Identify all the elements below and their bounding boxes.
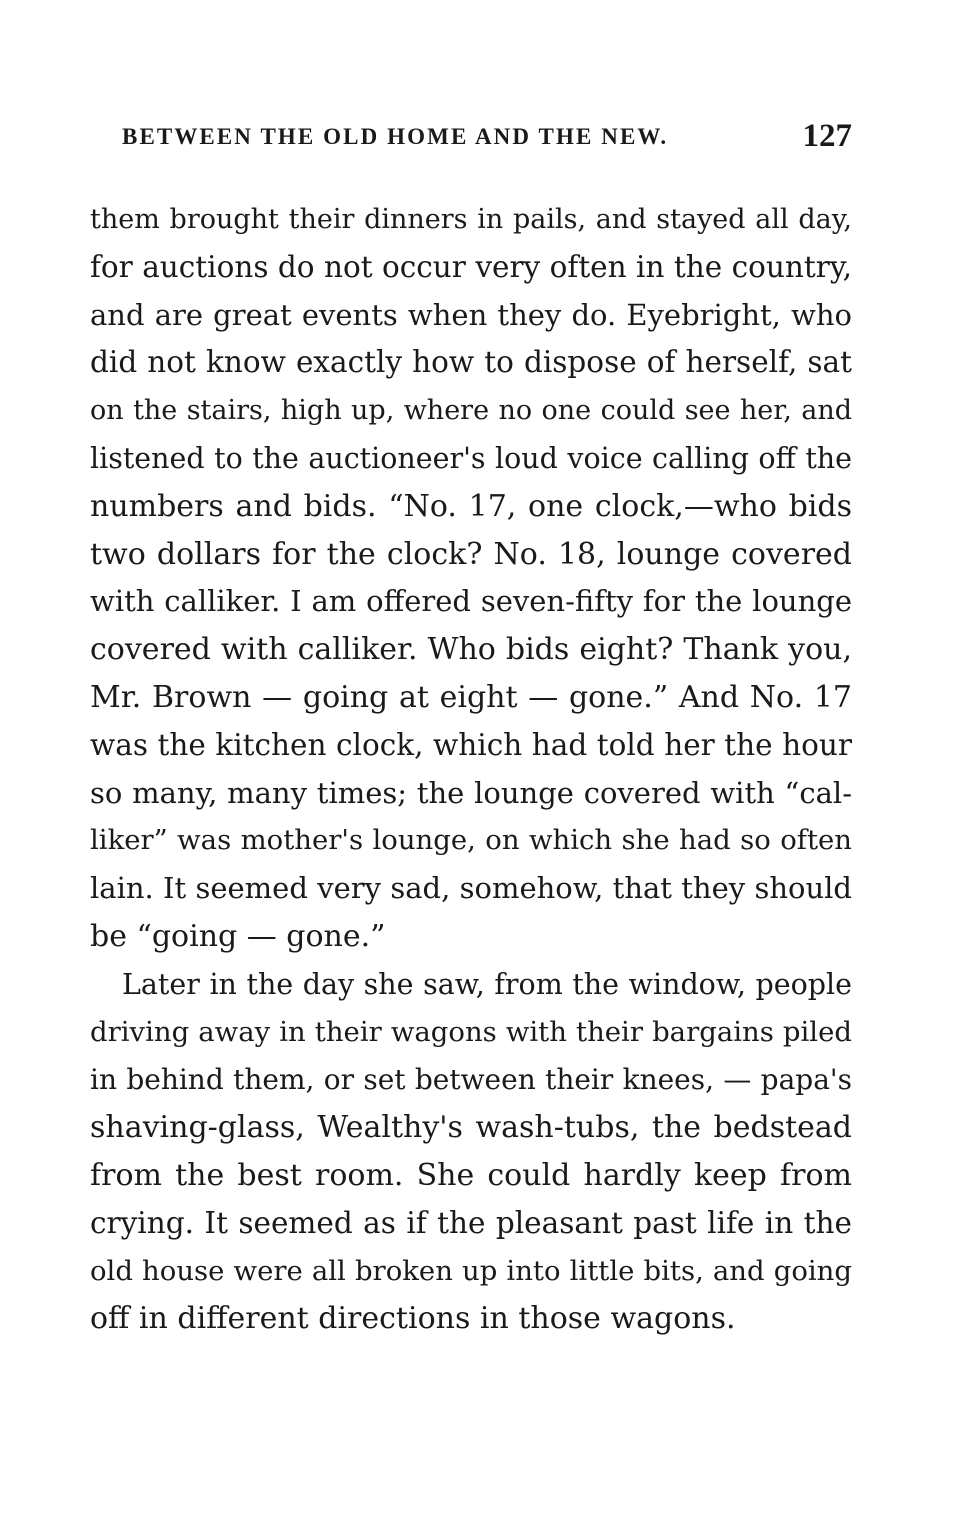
text-line: them brought their dinners in pails, and stayed all day, [90, 204, 852, 235]
text-line: be “going — gone.” [90, 918, 386, 954]
text-line: Later in the day she saw, from the window, people [122, 967, 852, 1001]
running-head [90, 118, 852, 158]
text-line: was the kitchen clock, which had told her the hour [90, 727, 852, 762]
text-line: and are great events when they do. Eyebright, who [90, 297, 852, 332]
text-line: in behind them, or set between their knees, — papa's [90, 1063, 852, 1097]
text-line: listened to the auctioneer's loud voice calling off the [90, 441, 852, 475]
text-line: liker” was mother's lounge, on which she had so often [90, 824, 852, 857]
text-line: numbers and bids. “No. 17, one clock,—who bids [90, 488, 852, 524]
text-line: off in different directions in those wagons. [90, 1301, 736, 1337]
running-title: BETWEEN THE OLD HOME AND THE NEW. [122, 124, 669, 149]
body-text [90, 196, 852, 1343]
text-line: covered with calliker. Who bids eight? Thank you, [90, 632, 852, 668]
text-line: lain. It seemed very sad, somehow, that they should [90, 871, 852, 906]
page-number: 127 [802, 118, 852, 154]
text-line: Mr. Brown — going at eight — gone.” And No. 17 [90, 679, 852, 715]
text-line: for auctions do not occur very often in the country, [90, 249, 852, 284]
text-line: so many, many times; the lounge covered with “cal- [90, 775, 852, 810]
text-line: crying. It seemed as if the pleasant past life in the [90, 1205, 852, 1240]
text-line: old house were all broken up into little bits, and going [90, 1254, 852, 1287]
text-line: did not know exactly how to dispose of herself, sat [90, 345, 852, 380]
text-line: shaving-glass, Wealthy's wash-tubs, the bedstead [90, 1110, 852, 1146]
paragraph-1 [90, 196, 852, 961]
text-line: two dollars for the clock? No. 18, lounge covered [90, 536, 852, 572]
text-line: driving away in their wagons with their bargains piled [90, 1015, 852, 1048]
paragraph-2 [90, 961, 852, 1343]
text-line: on the stairs, high up, where no one could see her, and [90, 395, 852, 427]
text-line: from the best room. She could hardly keep from [90, 1157, 852, 1193]
text-line: with calliker. I am offered seven-fifty for the lounge [90, 584, 852, 619]
